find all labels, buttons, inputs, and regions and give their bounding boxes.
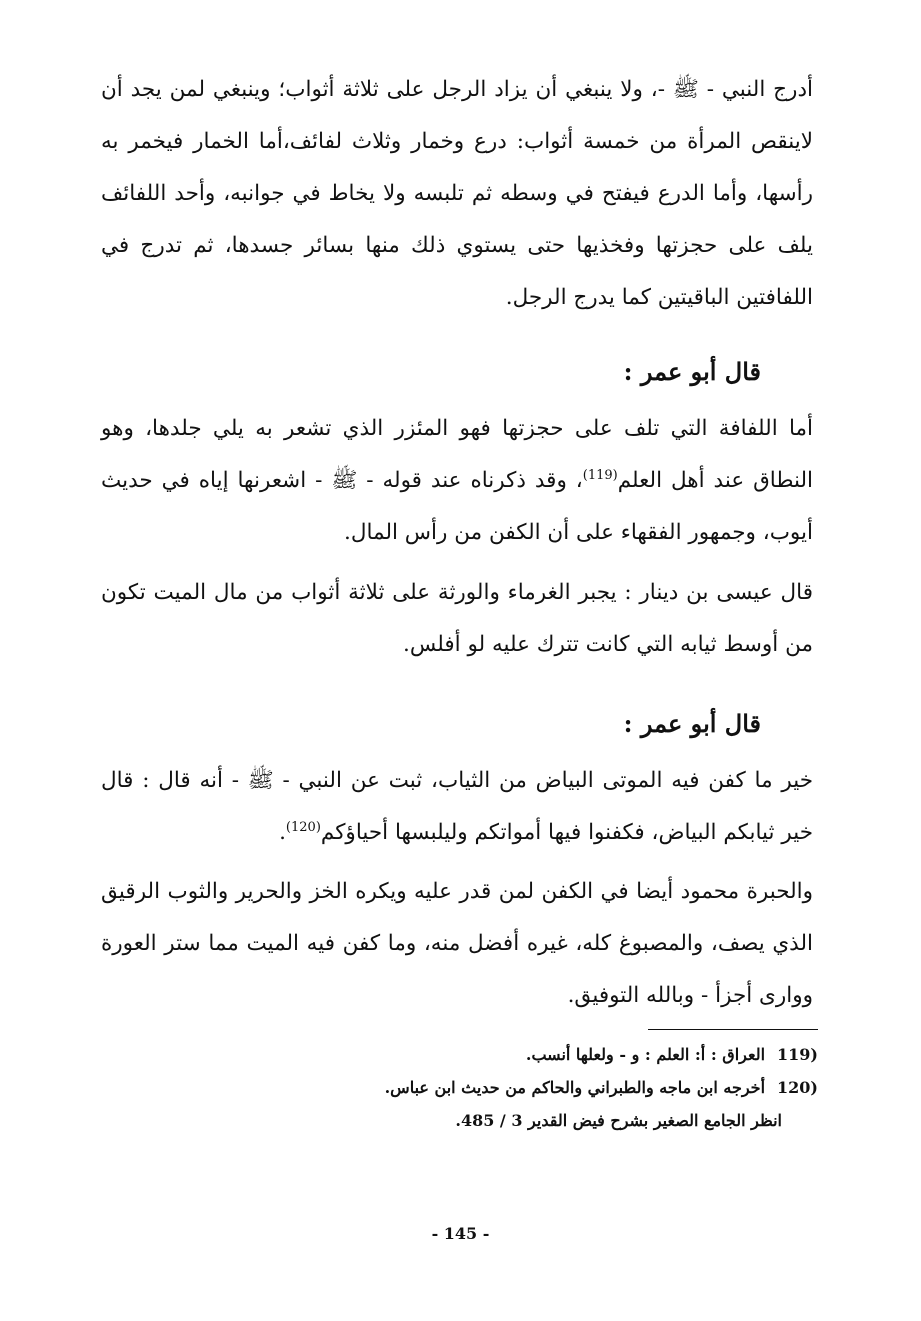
paragraph-white-garments bbox=[101, 755, 813, 859]
paragraph-text: ، وقد ذكرناه عند قوله - ﷺ - اشعرنها إياه في حديث أيوب، وجمهور الفقهاء على أن الكفن من رأس المال. bbox=[101, 468, 813, 545]
paragraph-text: . bbox=[279, 820, 286, 845]
paragraph-text: أما اللفافة التي تلف على حجزتها فهو المئزر الذي تشعر به يلي جلدها، وهو النطاق عند أهل العلم bbox=[101, 416, 813, 493]
footnote-number: (119 bbox=[777, 1045, 818, 1064]
footnote-divider bbox=[648, 1029, 818, 1030]
footnote-number: (120 bbox=[777, 1078, 818, 1097]
footnote-ref-119: (119) bbox=[582, 467, 618, 483]
paragraph-lifafa bbox=[101, 403, 813, 559]
footnote-120 bbox=[106, 1071, 818, 1104]
footnotes bbox=[106, 1038, 818, 1137]
paragraph-text: والحبرة محمود أيضا في الكفن لمن قدر عليه ويكره الخز والحرير والثوب الرقيق الذي يصف، والمصبوغ كله، غيره أفضل منه، وما كفن فيه الميت مما ستر العورة ووارى أجزأ - وبالله التوفيق. bbox=[101, 879, 813, 1008]
footnote-119 bbox=[106, 1038, 818, 1071]
paragraph-hibra bbox=[101, 866, 813, 1022]
paragraph-text: خير ما كفن فيه الموتى البياض من الثياب، ثبت عن النبي - ﷺ - أنه قال : قال خير ثيابكم البياض، فكفنوا فيها أمواتكم وليلبسها أحياؤكم bbox=[101, 768, 813, 845]
footnote-120-continuation bbox=[106, 1104, 818, 1137]
paragraph-text: قال عيسى بن دينار : يجبر الغرماء والورثة على ثلاثة أثواب من مال الميت تكون من أوسط ثيابه التي كانت تترك عليه لو أفلس. bbox=[101, 580, 813, 657]
footnote-text: أخرجه ابن ماجه والطبراني والحاكم من حديث ابن عباس. bbox=[384, 1078, 766, 1097]
footnote-text: انظر الجامع الصغير بشرح فيض القدير 3 / 485. bbox=[455, 1111, 782, 1130]
page-number: - 145 - bbox=[431, 1224, 490, 1243]
paragraph-shroud-women bbox=[101, 64, 813, 324]
paragraph-isa-ibn-dinar bbox=[101, 567, 813, 671]
paragraph-text: أدرج النبي - ﷺ -، ولا ينبغي أن يزاد الرجل على ثلاثة أثواب؛ وينبغي لمن يجد أن لاينقص المرأة من خمسة أثواب: درع وخمار وثلاث لفائف،أما الخمار فيخمر به رأسها، وأما الدرع فيفتح في وسطه ثم تلبسه ولا يخاط في جوانبه، وأحد اللفائف يلف على حجزتها وفخذيها حتى يستوي ذلك منها بسائر جسدها، ثم تدرج في اللفافتين الباقيتين كما يدرج الرجل. bbox=[101, 77, 813, 310]
footnote-ref-120: (120) bbox=[285, 819, 321, 835]
section-heading: قال أبو عمر : bbox=[623, 357, 761, 386]
footnote-text: العراق : أ: العلم : و - ولعلها أنسب. bbox=[525, 1045, 766, 1064]
section-heading: قال أبو عمر : bbox=[623, 709, 761, 738]
